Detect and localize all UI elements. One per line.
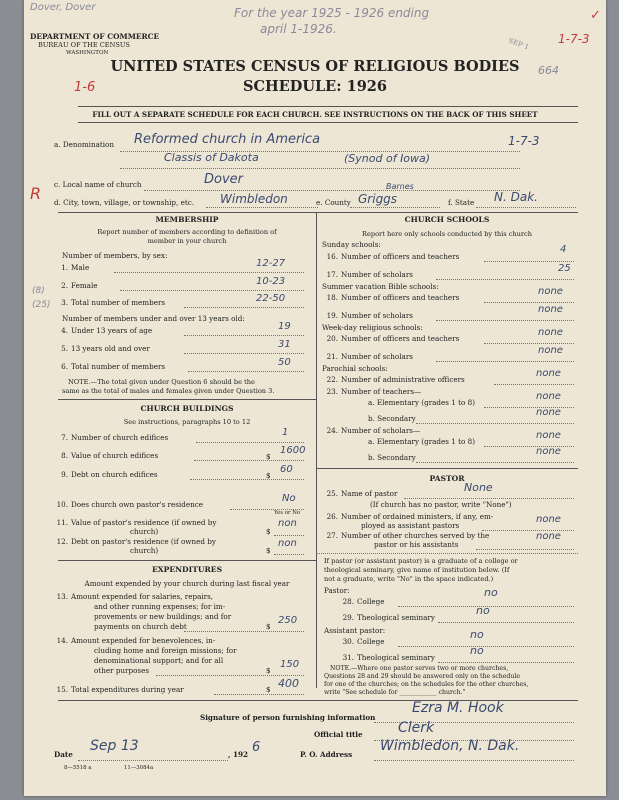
pastor-name-value: None xyxy=(464,481,493,494)
total-members-value: 22-50 xyxy=(256,293,286,304)
margin-note-1: (8) xyxy=(32,286,45,296)
residence-value-value: non xyxy=(278,518,297,529)
residence-debt-value: non xyxy=(278,538,297,549)
over-13-value: 31 xyxy=(278,339,291,350)
yes-no-hint: Yes or No xyxy=(274,510,301,516)
schools-row-23: 23. Number of teachers— xyxy=(326,387,422,396)
buildings-row-8: 8. Value of church edifices xyxy=(61,451,159,460)
county-above: Barnes xyxy=(386,182,414,191)
schools-heading: CHURCH SCHOOLS xyxy=(404,215,490,224)
sunday-schools-label: Sunday schools: xyxy=(322,240,381,249)
edifice-debt-value: 60 xyxy=(280,464,293,475)
total-expenditures-value: 400 xyxy=(278,677,299,690)
parochial-admin-value: none xyxy=(536,368,561,379)
summer-scholars-value: none xyxy=(538,304,563,315)
bureau-city: WASHINGTON xyxy=(66,50,109,56)
date-stamp: SEP 1 xyxy=(507,36,531,52)
county-label: e. County xyxy=(316,198,351,207)
annotation-year-1: For the year 1925 - 1926 ending xyxy=(234,6,430,20)
total-members-age-value: 50 xyxy=(278,357,291,368)
members-by-sex-label: Number of members, by sex: xyxy=(62,251,168,260)
under-13-value: 19 xyxy=(278,321,291,332)
dollar-sign: $ xyxy=(266,622,271,631)
buildings-row-11: 11. Value of pastor's residence (if owned by xyxy=(56,518,217,527)
margin-note-2: (25) xyxy=(32,300,51,310)
pastor-education-label: Pastor: xyxy=(324,586,350,595)
dollar-sign: $ xyxy=(266,546,271,555)
bureau-name: BUREAU OF THE CENSUS xyxy=(38,41,130,49)
pastor-row-25-note: (If church has no pastor, write "None") xyxy=(370,500,512,509)
schools-row-24a: a. Elementary (grades 1 to 8) xyxy=(368,437,475,446)
pastor-row-28: 28. College xyxy=(342,597,385,606)
pastor-note-3: for one of the churches; on the schedules for the other churches, xyxy=(324,681,529,688)
local-name-value: Dover xyxy=(204,172,243,187)
assistant-education-label: Assistant pastor: xyxy=(324,626,386,635)
county-value: Griggs xyxy=(358,192,398,206)
annotation-code-left: 1-6 xyxy=(74,80,96,95)
dollar-sign: $ xyxy=(266,471,271,480)
form-number-2: 11—3084a xyxy=(124,765,154,771)
schools-row-21: 21. Number of scholars xyxy=(326,352,413,361)
date-value: Sep 13 xyxy=(90,738,139,754)
buildings-row-10: 10. Does church own pastor's residence xyxy=(56,500,203,509)
exp-row-14-line-2: cluding home and foreign missions; for xyxy=(94,646,237,655)
schools-row-18: 18. Number of officers and teachers xyxy=(326,293,460,302)
pastor-college-value: no xyxy=(484,586,498,599)
male-value: 12-27 xyxy=(256,258,286,269)
pastor-row-26: 26. Number of ordained ministers, if any, em- xyxy=(326,512,494,521)
annotation-year-2: april 1-1926. xyxy=(260,22,337,36)
membership-intro-1: Report number of members according to definition of xyxy=(97,228,277,236)
pastor-row-26-line-2: ployed as assistant pastors xyxy=(361,521,460,530)
schools-row-24b: b. Secondary xyxy=(368,453,416,462)
local-name-label: c. Local name of church xyxy=(54,180,142,189)
form-title: UNITED STATES CENSUS OF RELIGIOUS BODIES xyxy=(110,58,520,75)
date-label: Date xyxy=(54,750,73,759)
exp-row-14-line-4: other purposes xyxy=(94,666,150,675)
membership-heading: MEMBERSHIP xyxy=(155,215,219,224)
graduate-note-2: theological seminary, give name of institution below. (If xyxy=(324,566,510,574)
members-age-label: Number of members under and over 13 years old: xyxy=(62,314,245,323)
parochial-schools-label: Parochial schools: xyxy=(322,364,388,373)
denomination-code: 1-7-3 xyxy=(508,134,540,148)
expenditures-sub: Amount expended by your church during last fiscal year xyxy=(84,579,290,588)
dollar-sign: $ xyxy=(266,666,271,675)
year-label: , 192 xyxy=(228,750,249,759)
schools-row-16: 16. Number of officers and teachers xyxy=(326,252,460,261)
running-expenses-value: 250 xyxy=(278,615,298,626)
margin-r-mark: R xyxy=(30,184,42,203)
department-name: DEPARTMENT OF COMMERCE xyxy=(30,32,160,41)
schools-row-23b: b. Secondary xyxy=(368,414,416,423)
form-instruction: FILL OUT A SEPARATE SCHEDULE FOR EACH CHURCH. SEE INSTRUCTIONS ON THE BACK OF THIS SHEET xyxy=(92,110,538,119)
schools-intro: Report here only schools conducted by this church xyxy=(362,230,532,238)
exp-row-13-line-3: provements or new buildings; and for xyxy=(94,612,232,621)
schools-row-20: 20. Number of officers and teachers xyxy=(326,334,460,343)
weekday-teachers-value: none xyxy=(538,327,563,338)
official-title-value: Clerk xyxy=(398,720,435,736)
membership-note-1: NOTE.—The total given under Question 6 should be the xyxy=(68,378,255,386)
po-address-value: Wimbledon, N. Dak. xyxy=(380,738,520,754)
summer-schools-label: Summer vacation Bible schools: xyxy=(322,282,439,291)
other-churches-value: none xyxy=(536,531,561,542)
pastor-row-25: 25. Name of pastor xyxy=(326,489,398,498)
check-mark-icon: ✓ xyxy=(590,8,601,23)
census-schedule-sheet xyxy=(24,0,606,796)
membership-note-2: same as the total of males and females given under Question 3. xyxy=(62,387,275,395)
membership-row-2: 2. Female xyxy=(61,281,98,290)
assistant-college-value: no xyxy=(470,628,484,641)
dollar-sign: $ xyxy=(266,685,271,694)
female-value: 10-23 xyxy=(256,276,286,287)
exp-row-14-line-3: denominational support; and for all xyxy=(94,656,224,665)
pastor-heading: PASTOR xyxy=(429,474,465,483)
buildings-row-11-cont: church) xyxy=(130,527,159,536)
membership-row-5: 5. 13 years old and over xyxy=(61,344,150,353)
schedule-title: SCHEDULE: 1926 xyxy=(243,78,387,95)
summer-teachers-value: none xyxy=(538,286,563,297)
parochial-elem-scholars-value: none xyxy=(536,430,561,441)
state-value: N. Dak. xyxy=(494,190,538,204)
edifice-value-value: 1600 xyxy=(280,445,306,456)
dollar-sign: $ xyxy=(266,527,271,536)
synod-value: (Synod of Iowa) xyxy=(344,152,431,165)
classis-value: Classis of Dakota xyxy=(164,151,259,164)
assistant-seminary-value: no xyxy=(470,644,484,657)
graduate-note-1: If pastor (or assistant pastor) is a graduate of a college or xyxy=(324,557,518,565)
schools-row-22: 22. Number of administrative officers xyxy=(326,375,465,384)
signature-label: Signature of person furnishing information xyxy=(200,713,376,722)
graduate-note-3: not a graduate, write "No" in the space indicated.) xyxy=(324,575,494,583)
pastor-row-30: 30. College xyxy=(342,637,385,646)
pastor-row-27: 27. Number of other churches served by the xyxy=(326,531,490,540)
membership-intro-2: member in your church xyxy=(147,237,227,245)
exp-row-13: 13. Amount expended for salaries, repairs, xyxy=(56,592,214,601)
exp-row-15: 15. Total expenditures during year xyxy=(56,685,184,694)
membership-row-1: 1. Male xyxy=(61,263,90,272)
buildings-row-9: 9. Debt on church edifices xyxy=(61,470,158,479)
weekday-schools-label: Week-day religious schools: xyxy=(322,323,423,332)
schools-row-17: 17. Number of scholars xyxy=(326,270,413,279)
exp-row-13-line-2: and other running expenses; for im- xyxy=(94,602,226,611)
parochial-elem-teachers-value: none xyxy=(536,391,561,402)
buildings-row-7: 7. Number of church edifices xyxy=(61,433,169,442)
pastor-row-31: 31. Theological seminary xyxy=(342,653,435,662)
denomination-value: Reformed church in America xyxy=(134,132,321,147)
annotation-number: 664 xyxy=(538,64,559,77)
parochial-sec-teachers-value: none xyxy=(536,407,561,418)
form-number: 8—5518 a xyxy=(64,765,92,771)
pastor-row-27-line-2: pastor or his assistants xyxy=(374,540,459,549)
owns-residence-value: No xyxy=(282,493,296,504)
pastor-row-29: 29. Theological seminary xyxy=(342,613,435,622)
edifice-count-value: 1 xyxy=(282,427,289,438)
po-address-label: P. O. Address xyxy=(300,750,353,759)
signature-value: Ezra M. Hook xyxy=(412,700,504,716)
membership-row-4: 4. Under 13 years of age xyxy=(61,326,153,335)
exp-row-14: 14. Amount expended for benevolences, in- xyxy=(56,636,216,645)
schools-row-23a: a. Elementary (grades 1 to 8) xyxy=(368,398,475,407)
assistant-pastors-value: none xyxy=(536,514,561,525)
exp-row-13-line-4: payments on church debt xyxy=(94,622,187,631)
pastor-note-2: Questions 28 and 29 should be answered only on the schedule xyxy=(324,673,521,680)
schools-row-19: 19. Number of scholars xyxy=(326,311,413,320)
annotation-top-left: Dover, Dover xyxy=(30,2,96,13)
parochial-sec-scholars-value: none xyxy=(536,446,561,457)
buildings-row-12: 12. Debt on pastor's residence (if owned by xyxy=(56,537,216,546)
expenditures-heading: EXPENDITURES xyxy=(151,565,223,574)
year-value: 6 xyxy=(252,740,261,755)
weekday-scholars-value: none xyxy=(538,345,563,356)
membership-row-3: 3. Total number of members xyxy=(61,298,166,307)
pastor-note-1: NOTE.—Where one pastor serves two or more churches, xyxy=(330,665,509,672)
pastor-seminary-value: no xyxy=(476,604,490,617)
sunday-scholars-value: 25 xyxy=(558,263,571,274)
buildings-sub: See instructions, paragraphs 10 to 12 xyxy=(123,418,251,426)
state-label: f. State xyxy=(448,198,475,207)
city-label: d. City, town, village, or township, etc. xyxy=(54,198,195,207)
city-value: Wimbledon xyxy=(220,192,288,206)
buildings-heading: CHURCH BUILDINGS xyxy=(140,404,234,413)
official-title-label: Official title xyxy=(314,730,363,739)
pastor-note-4: write "See schedule for ____________ church." xyxy=(324,689,466,696)
membership-row-6: 6. Total number of members xyxy=(61,362,166,371)
sunday-teachers-value: 4 xyxy=(560,244,567,255)
annotation-code-right: 1-7-3 xyxy=(558,32,590,46)
buildings-row-12-cont: church) xyxy=(130,546,159,555)
benevolences-value: 150 xyxy=(280,659,300,670)
schools-row-24: 24. Number of scholars— xyxy=(326,426,421,435)
dollar-sign: $ xyxy=(266,452,271,461)
denomination-label: a. Denomination xyxy=(54,140,114,149)
